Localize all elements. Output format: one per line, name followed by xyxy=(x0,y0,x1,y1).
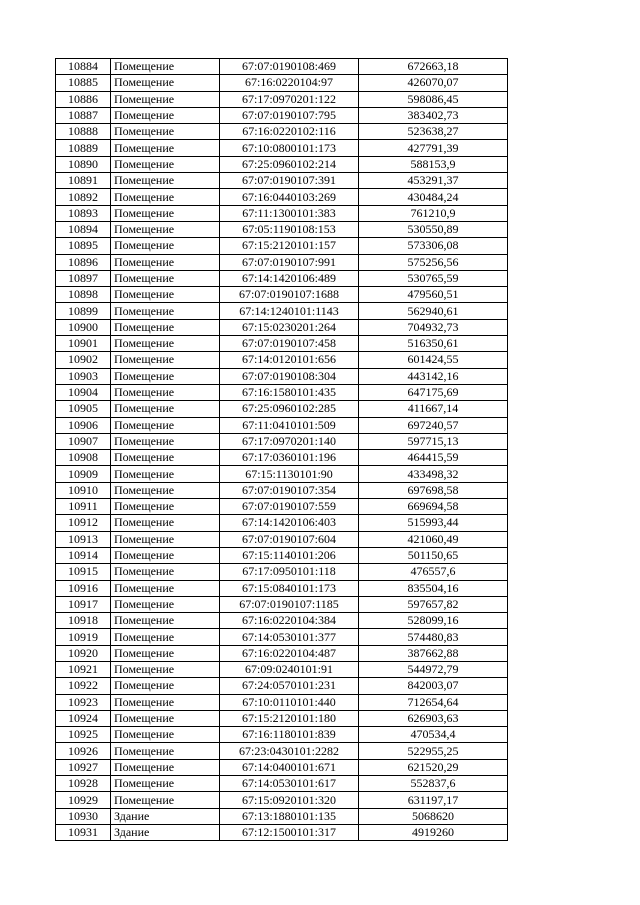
registry-table-body xyxy=(56,59,508,841)
cadastral-number-cell: 67:14:0530101:377 xyxy=(220,629,359,645)
cadastral-number-cell: 67:14:0120101:656 xyxy=(220,352,359,368)
record-number-cell: 10930 xyxy=(56,808,111,824)
cadastral-number-cell: 67:16:0220104:97 xyxy=(220,75,359,91)
cadastral-number-cell: 67:15:2120101:180 xyxy=(220,710,359,726)
object-type-cell: Помещение xyxy=(111,596,220,612)
cadastral-number-cell: 67:07:0190107:391 xyxy=(220,173,359,189)
cadastral-number-cell: 67:14:0530101:617 xyxy=(220,776,359,792)
cadastral-number-cell: 67:07:0190107:1688 xyxy=(220,287,359,303)
object-type-cell: Помещение xyxy=(111,270,220,286)
cadastral-number-cell: 67:14:0400101:671 xyxy=(220,759,359,775)
table-row xyxy=(56,450,508,466)
object-type-cell: Помещение xyxy=(111,759,220,775)
table-row xyxy=(56,499,508,515)
cadastral-value-cell: 575256,56 xyxy=(359,254,508,270)
cadastral-value-cell: 573306,08 xyxy=(359,238,508,254)
record-number-cell: 10916 xyxy=(56,580,111,596)
object-type-cell: Помещение xyxy=(111,515,220,531)
cadastral-number-cell: 67:15:0920101:320 xyxy=(220,792,359,808)
record-number-cell: 10917 xyxy=(56,596,111,612)
cadastral-number-cell: 67:16:1580101:435 xyxy=(220,384,359,400)
object-type-cell: Помещение xyxy=(111,238,220,254)
cadastral-value-cell: 697240,57 xyxy=(359,417,508,433)
record-number-cell: 10902 xyxy=(56,352,111,368)
object-type-cell: Помещение xyxy=(111,59,220,75)
cadastral-number-cell: 67:17:0970201:140 xyxy=(220,433,359,449)
cadastral-value-cell: 704932,73 xyxy=(359,319,508,335)
record-number-cell: 10918 xyxy=(56,613,111,629)
object-type-cell: Помещение xyxy=(111,531,220,547)
object-type-cell: Помещение xyxy=(111,384,220,400)
record-number-cell: 10929 xyxy=(56,792,111,808)
object-type-cell: Помещение xyxy=(111,254,220,270)
table-row xyxy=(56,140,508,156)
record-number-cell: 10890 xyxy=(56,156,111,172)
cadastral-value-cell: 842003,07 xyxy=(359,678,508,694)
cadastral-number-cell: 67:07:0190107:1185 xyxy=(220,596,359,612)
cadastral-number-cell: 67:25:0960102:214 xyxy=(220,156,359,172)
object-type-cell: Помещение xyxy=(111,743,220,759)
object-type-cell: Помещение xyxy=(111,482,220,498)
cadastral-number-cell: 67:07:0190107:559 xyxy=(220,499,359,515)
table-row xyxy=(56,75,508,91)
object-type-cell: Помещение xyxy=(111,352,220,368)
object-type-cell: Помещение xyxy=(111,368,220,384)
cadastral-number-cell: 67:16:0440103:269 xyxy=(220,189,359,205)
cadastral-value-cell: 647175,69 xyxy=(359,384,508,400)
table-row xyxy=(56,824,508,840)
cadastral-value-cell: 515993,44 xyxy=(359,515,508,531)
record-number-cell: 10923 xyxy=(56,694,111,710)
table-row xyxy=(56,564,508,580)
object-type-cell: Помещение xyxy=(111,336,220,352)
table-row xyxy=(56,368,508,384)
table-row xyxy=(56,303,508,319)
cadastral-value-cell: 597715,13 xyxy=(359,433,508,449)
table-row xyxy=(56,808,508,824)
cadastral-value-cell: 479560,51 xyxy=(359,287,508,303)
cadastral-value-cell: 387662,88 xyxy=(359,645,508,661)
table-row xyxy=(56,287,508,303)
table-row xyxy=(56,466,508,482)
cadastral-number-cell: 67:15:2120101:157 xyxy=(220,238,359,254)
record-number-cell: 10928 xyxy=(56,776,111,792)
table-row xyxy=(56,221,508,237)
record-number-cell: 10925 xyxy=(56,727,111,743)
record-number-cell: 10884 xyxy=(56,59,111,75)
object-type-cell: Помещение xyxy=(111,433,220,449)
cadastral-value-cell: 4919260 xyxy=(359,824,508,840)
object-type-cell: Помещение xyxy=(111,678,220,694)
cadastral-value-cell: 464415,59 xyxy=(359,450,508,466)
record-number-cell: 10906 xyxy=(56,417,111,433)
table-row xyxy=(56,238,508,254)
cadastral-number-cell: 67:07:0190107:458 xyxy=(220,336,359,352)
cadastral-value-cell: 528099,16 xyxy=(359,613,508,629)
cadastral-value-cell: 383402,73 xyxy=(359,107,508,123)
record-number-cell: 10924 xyxy=(56,710,111,726)
cadastral-number-cell: 67:12:1500101:317 xyxy=(220,824,359,840)
table-row xyxy=(56,482,508,498)
object-type-cell: Помещение xyxy=(111,91,220,107)
record-number-cell: 10895 xyxy=(56,238,111,254)
object-type-cell: Здание xyxy=(111,808,220,824)
cadastral-value-cell: 669694,58 xyxy=(359,499,508,515)
record-number-cell: 10886 xyxy=(56,91,111,107)
record-number-cell: 10910 xyxy=(56,482,111,498)
record-number-cell: 10888 xyxy=(56,124,111,140)
cadastral-value-cell: 597657,82 xyxy=(359,596,508,612)
record-number-cell: 10922 xyxy=(56,678,111,694)
table-row xyxy=(56,727,508,743)
table-row xyxy=(56,59,508,75)
cadastral-value-cell: 552837,6 xyxy=(359,776,508,792)
cadastral-value-cell: 427791,39 xyxy=(359,140,508,156)
cadastral-value-cell: 631197,17 xyxy=(359,792,508,808)
table-row xyxy=(56,776,508,792)
table-row xyxy=(56,124,508,140)
cadastral-value-cell: 626903,63 xyxy=(359,710,508,726)
record-number-cell: 10912 xyxy=(56,515,111,531)
record-number-cell: 10894 xyxy=(56,221,111,237)
cadastral-number-cell: 67:07:0190107:795 xyxy=(220,107,359,123)
cadastral-value-cell: 562940,61 xyxy=(359,303,508,319)
record-number-cell: 10897 xyxy=(56,270,111,286)
table-row xyxy=(56,613,508,629)
object-type-cell: Помещение xyxy=(111,401,220,417)
object-type-cell: Помещение xyxy=(111,645,220,661)
object-type-cell: Помещение xyxy=(111,547,220,563)
table-row xyxy=(56,515,508,531)
cadastral-number-cell: 67:16:1180101:839 xyxy=(220,727,359,743)
object-type-cell: Помещение xyxy=(111,580,220,596)
object-type-cell: Помещение xyxy=(111,661,220,677)
object-type-cell: Помещение xyxy=(111,613,220,629)
cadastral-number-cell: 67:17:0950101:118 xyxy=(220,564,359,580)
record-number-cell: 10908 xyxy=(56,450,111,466)
object-type-cell: Помещение xyxy=(111,776,220,792)
cadastral-value-cell: 421060,49 xyxy=(359,531,508,547)
table-row xyxy=(56,254,508,270)
cadastral-number-cell: 67:11:1300101:383 xyxy=(220,205,359,221)
cadastral-value-cell: 430484,24 xyxy=(359,189,508,205)
object-type-cell: Помещение xyxy=(111,107,220,123)
cadastral-value-cell: 544972,79 xyxy=(359,661,508,677)
cadastral-number-cell: 67:05:1190108:153 xyxy=(220,221,359,237)
table-row xyxy=(56,91,508,107)
cadastral-value-cell: 712654,64 xyxy=(359,694,508,710)
record-number-cell: 10911 xyxy=(56,499,111,515)
cadastral-number-cell: 67:16:0220102:116 xyxy=(220,124,359,140)
table-row xyxy=(56,596,508,612)
table-row xyxy=(56,547,508,563)
cadastral-value-cell: 476557,6 xyxy=(359,564,508,580)
cadastral-value-cell: 588153,9 xyxy=(359,156,508,172)
object-type-cell: Помещение xyxy=(111,466,220,482)
table-row xyxy=(56,336,508,352)
cadastral-value-cell: 621520,29 xyxy=(359,759,508,775)
record-number-cell: 10885 xyxy=(56,75,111,91)
record-number-cell: 10893 xyxy=(56,205,111,221)
record-number-cell: 10914 xyxy=(56,547,111,563)
object-type-cell: Помещение xyxy=(111,564,220,580)
record-number-cell: 10896 xyxy=(56,254,111,270)
cadastral-value-cell: 761210,9 xyxy=(359,205,508,221)
table-row xyxy=(56,417,508,433)
object-type-cell: Помещение xyxy=(111,417,220,433)
object-type-cell: Помещение xyxy=(111,727,220,743)
record-number-cell: 10887 xyxy=(56,107,111,123)
record-number-cell: 10909 xyxy=(56,466,111,482)
object-type-cell: Помещение xyxy=(111,450,220,466)
cadastral-number-cell: 67:16:0220104:487 xyxy=(220,645,359,661)
cadastral-value-cell: 672663,18 xyxy=(359,59,508,75)
cadastral-number-cell: 67:15:1130101:90 xyxy=(220,466,359,482)
cadastral-number-cell: 67:17:0970201:122 xyxy=(220,91,359,107)
object-type-cell: Помещение xyxy=(111,629,220,645)
cadastral-value-cell: 426070,07 xyxy=(359,75,508,91)
object-type-cell: Помещение xyxy=(111,319,220,335)
record-number-cell: 10898 xyxy=(56,287,111,303)
cadastral-number-cell: 67:16:0220104:384 xyxy=(220,613,359,629)
table-row xyxy=(56,270,508,286)
record-number-cell: 10899 xyxy=(56,303,111,319)
cadastral-number-cell: 67:07:0190107:991 xyxy=(220,254,359,270)
object-type-cell: Помещение xyxy=(111,499,220,515)
record-number-cell: 10915 xyxy=(56,564,111,580)
cadastral-number-cell: 67:07:0190108:469 xyxy=(220,59,359,75)
record-number-cell: 10905 xyxy=(56,401,111,417)
object-type-cell: Помещение xyxy=(111,694,220,710)
table-row xyxy=(56,629,508,645)
object-type-cell: Помещение xyxy=(111,792,220,808)
object-type-cell: Помещение xyxy=(111,124,220,140)
record-number-cell: 10919 xyxy=(56,629,111,645)
record-number-cell: 10901 xyxy=(56,336,111,352)
table-row xyxy=(56,156,508,172)
cadastral-value-cell: 433498,32 xyxy=(359,466,508,482)
table-row xyxy=(56,205,508,221)
cadastral-value-cell: 522955,25 xyxy=(359,743,508,759)
cadastral-number-cell: 67:24:0570101:231 xyxy=(220,678,359,694)
object-type-cell: Помещение xyxy=(111,205,220,221)
cadastral-number-cell: 67:09:0240101:91 xyxy=(220,661,359,677)
cadastral-value-cell: 530550,89 xyxy=(359,221,508,237)
cadastral-number-cell: 67:15:0840101:173 xyxy=(220,580,359,596)
table-row xyxy=(56,645,508,661)
cadastral-number-cell: 67:11:0410101:509 xyxy=(220,417,359,433)
record-number-cell: 10927 xyxy=(56,759,111,775)
table-row xyxy=(56,433,508,449)
cadastral-number-cell: 67:07:0190108:304 xyxy=(220,368,359,384)
table-row xyxy=(56,189,508,205)
table-row xyxy=(56,401,508,417)
table-row xyxy=(56,352,508,368)
table-row xyxy=(56,678,508,694)
record-number-cell: 10889 xyxy=(56,140,111,156)
object-type-cell: Помещение xyxy=(111,287,220,303)
table-row xyxy=(56,580,508,596)
table-row xyxy=(56,319,508,335)
cadastral-number-cell: 67:14:1420106:489 xyxy=(220,270,359,286)
record-number-cell: 10907 xyxy=(56,433,111,449)
cadastral-value-cell: 411667,14 xyxy=(359,401,508,417)
record-number-cell: 10926 xyxy=(56,743,111,759)
record-number-cell: 10913 xyxy=(56,531,111,547)
table-row xyxy=(56,107,508,123)
property-registry-table xyxy=(55,58,508,841)
table-row xyxy=(56,743,508,759)
cadastral-number-cell: 67:07:0190107:604 xyxy=(220,531,359,547)
cadastral-number-cell: 67:07:0190107:354 xyxy=(220,482,359,498)
cadastral-value-cell: 523638,27 xyxy=(359,124,508,140)
cadastral-value-cell: 574480,83 xyxy=(359,629,508,645)
table-row xyxy=(56,173,508,189)
table-row xyxy=(56,661,508,677)
cadastral-value-cell: 470534,4 xyxy=(359,727,508,743)
object-type-cell: Помещение xyxy=(111,303,220,319)
cadastral-value-cell: 501150,65 xyxy=(359,547,508,563)
cadastral-value-cell: 598086,45 xyxy=(359,91,508,107)
table-row xyxy=(56,694,508,710)
cadastral-number-cell: 67:14:1240101:1143 xyxy=(220,303,359,319)
record-number-cell: 10903 xyxy=(56,368,111,384)
cadastral-value-cell: 835504,16 xyxy=(359,580,508,596)
object-type-cell: Здание xyxy=(111,824,220,840)
object-type-cell: Помещение xyxy=(111,173,220,189)
cadastral-number-cell: 67:10:0800101:173 xyxy=(220,140,359,156)
cadastral-value-cell: 453291,37 xyxy=(359,173,508,189)
record-number-cell: 10891 xyxy=(56,173,111,189)
object-type-cell: Помещение xyxy=(111,140,220,156)
table-row xyxy=(56,792,508,808)
cadastral-number-cell: 67:13:1880101:135 xyxy=(220,808,359,824)
record-number-cell: 10904 xyxy=(56,384,111,400)
cadastral-value-cell: 697698,58 xyxy=(359,482,508,498)
cadastral-value-cell: 443142,16 xyxy=(359,368,508,384)
table-row xyxy=(56,384,508,400)
table-row xyxy=(56,531,508,547)
table-row xyxy=(56,759,508,775)
object-type-cell: Помещение xyxy=(111,156,220,172)
object-type-cell: Помещение xyxy=(111,75,220,91)
cadastral-number-cell: 67:23:0430101:2282 xyxy=(220,743,359,759)
record-number-cell: 10900 xyxy=(56,319,111,335)
object-type-cell: Помещение xyxy=(111,189,220,205)
object-type-cell: Помещение xyxy=(111,710,220,726)
object-type-cell: Помещение xyxy=(111,221,220,237)
table-row xyxy=(56,710,508,726)
cadastral-value-cell: 516350,61 xyxy=(359,336,508,352)
record-number-cell: 10920 xyxy=(56,645,111,661)
cadastral-value-cell: 5068620 xyxy=(359,808,508,824)
cadastral-number-cell: 67:17:0360101:196 xyxy=(220,450,359,466)
cadastral-number-cell: 67:25:0960102:285 xyxy=(220,401,359,417)
cadastral-number-cell: 67:15:0230201:264 xyxy=(220,319,359,335)
cadastral-number-cell: 67:15:1140101:206 xyxy=(220,547,359,563)
record-number-cell: 10921 xyxy=(56,661,111,677)
cadastral-number-cell: 67:10:0110101:440 xyxy=(220,694,359,710)
cadastral-value-cell: 601424,55 xyxy=(359,352,508,368)
cadastral-value-cell: 530765,59 xyxy=(359,270,508,286)
record-number-cell: 10892 xyxy=(56,189,111,205)
record-number-cell: 10931 xyxy=(56,824,111,840)
cadastral-number-cell: 67:14:1420106:403 xyxy=(220,515,359,531)
